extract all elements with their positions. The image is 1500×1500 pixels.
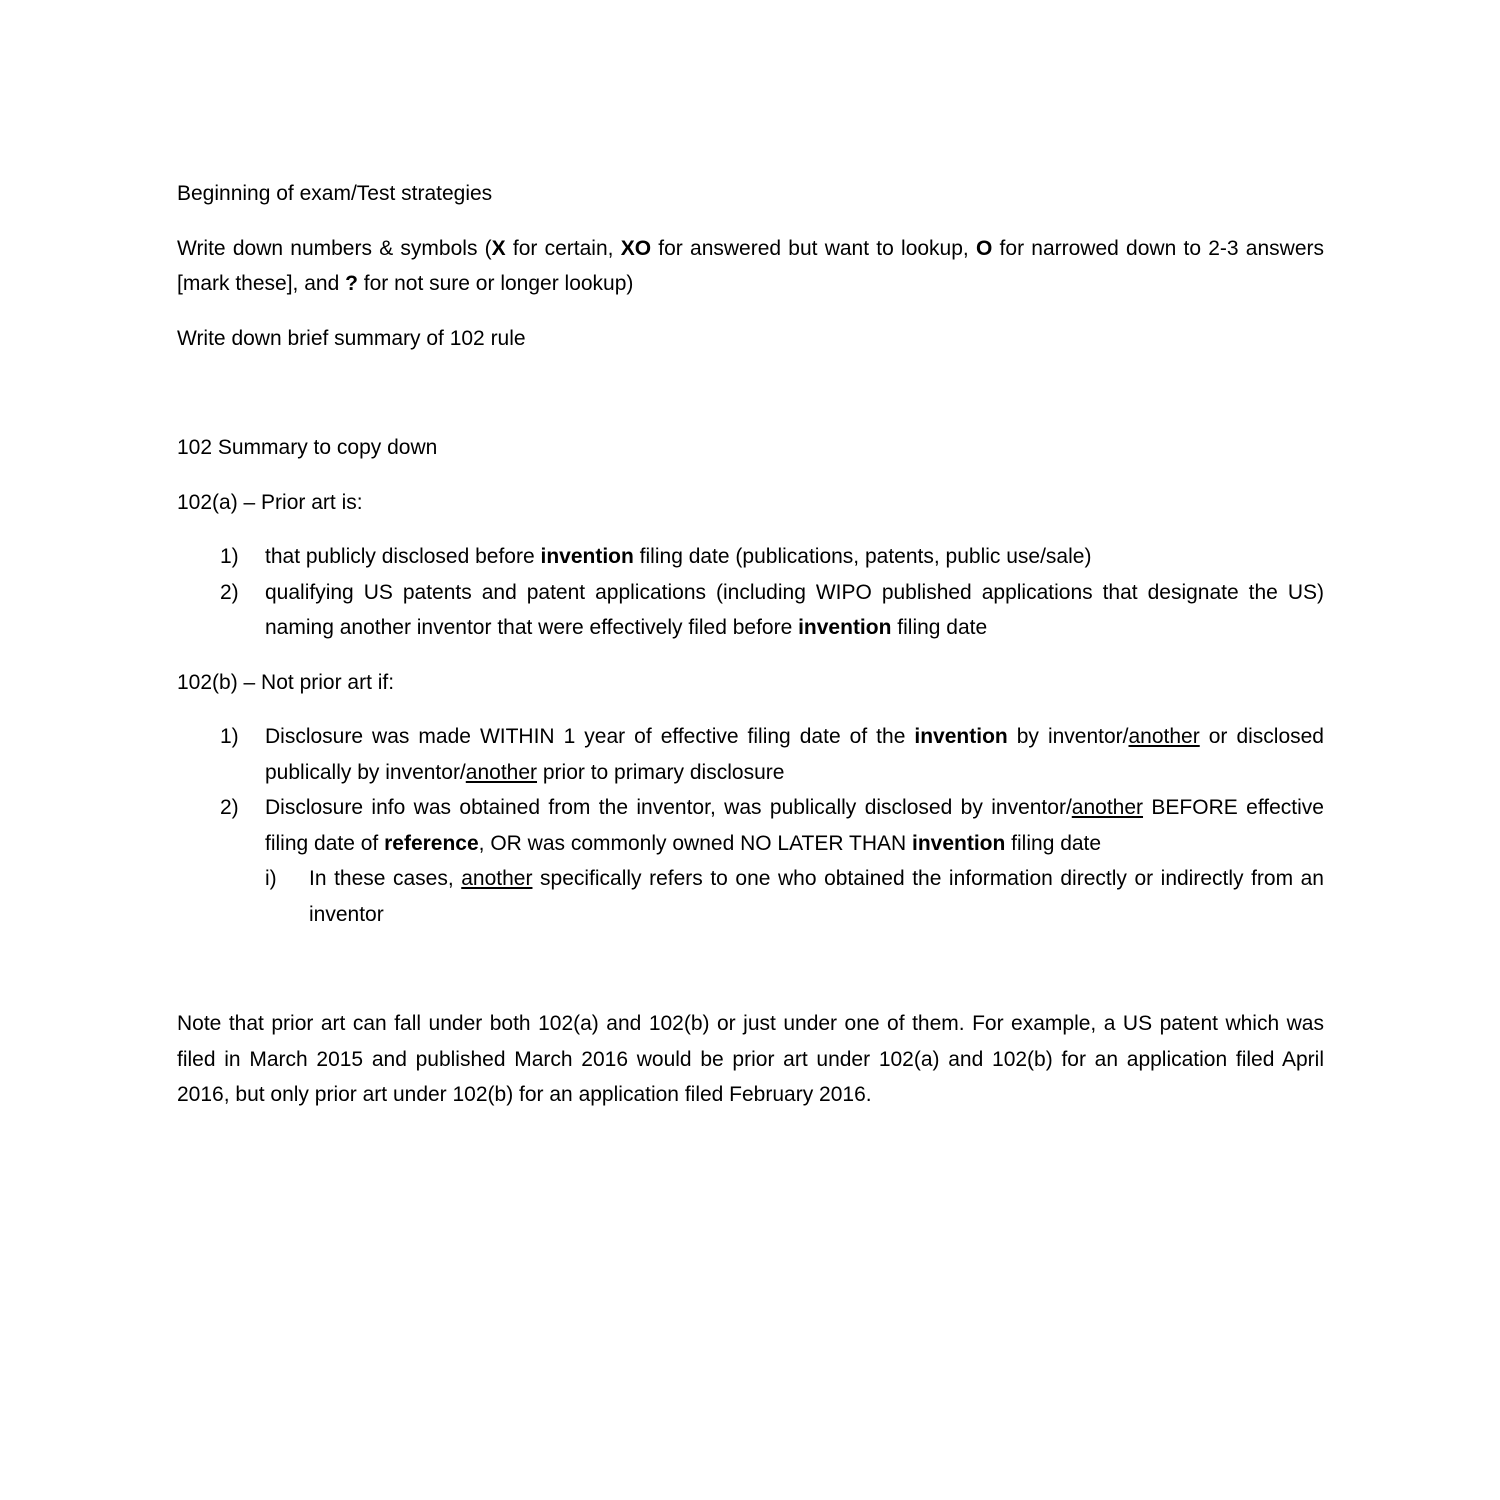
text-run: for certain,: [505, 236, 621, 260]
summary-instruction: Write down brief summary of 102 rule: [177, 326, 526, 350]
text-run: by inventor/: [1007, 725, 1129, 748]
list-number: 1): [220, 725, 239, 748]
text-run: Disclosure was made WITHIN 1 year of effective filing date of the: [265, 725, 915, 748]
underlined-term: another: [461, 867, 533, 890]
list-number: 1): [220, 545, 239, 568]
bold-term: reference: [384, 831, 479, 855]
document-page: [177, 176, 1324, 1113]
bold-term: invention: [540, 545, 634, 568]
heading-summary: 102 Summary to copy down: [177, 436, 438, 459]
text-run: qualifying US patents and patent applications (including WIPO published applications that designate the US) naming another inventor that were effectively filed before: [265, 580, 1324, 639]
text-run: BEFORE effective filing date of: [265, 796, 1324, 855]
text-run: filing date: [891, 616, 988, 639]
symbol-question: ?: [345, 272, 358, 295]
list-item: [177, 790, 1324, 861]
section-b-title: 102(b) – Not prior art if:: [177, 670, 395, 694]
list-item: [177, 719, 1324, 790]
underlined-term: another: [1071, 796, 1144, 819]
list-item: [177, 539, 1324, 575]
bold-term: invention: [912, 831, 1006, 855]
text-run: In these cases,: [309, 867, 462, 890]
text-run: Disclosure info was obtained from the inventor, was publically disclosed by inventor/: [265, 796, 1072, 819]
section-b-list: [177, 719, 1324, 932]
list-number: 2): [220, 580, 239, 604]
list-item: [177, 575, 1324, 646]
text-run: for not sure or longer lookup): [357, 272, 634, 295]
text-run: or disclosed publically by inventor/: [265, 725, 1324, 784]
text-run: specifically refers to one who obtained the information directly or indirectly from an inventor: [309, 867, 1324, 926]
text-run: , OR was commonly owned NO LATER THAN: [478, 831, 912, 855]
section-a-list: [177, 539, 1324, 646]
symbol-o: O: [975, 236, 993, 260]
text-run: for answered but want to lookup,: [651, 236, 976, 260]
section-a-title: 102(a) – Prior art is:: [177, 490, 363, 514]
underlined-term: another: [465, 760, 538, 784]
underlined-term: another: [1128, 725, 1200, 748]
text-run: that publicly disclosed before: [265, 545, 541, 568]
symbol-x: X: [491, 236, 506, 260]
symbol-xo: XO: [620, 236, 652, 260]
bold-term: invention: [914, 725, 1008, 748]
bold-term: invention: [798, 616, 892, 639]
text-run: Write down numbers & symbols (: [177, 236, 492, 260]
list-number: 2): [220, 796, 239, 819]
text-run: for narrowed down to 2-3 answers [mark these], and: [177, 236, 1324, 295]
text-run: prior to primary disclosure: [537, 760, 785, 784]
sub-list-item: [177, 861, 1324, 932]
list-number: i): [265, 867, 277, 890]
text-run: filing date (publications, patents, public use/sale): [633, 545, 1092, 568]
note-paragraph: Note that prior art can fall under both 102(a) and 102(b) or just under one of them. For example, a US patent which was filed in March 2015 and published March 2016 would be prior art under 102(a) and 102(b) for an application filed April 2016, but only prior art under 102(b) for an application filed February 2016.: [177, 1012, 1324, 1106]
symbols-paragraph: [177, 231, 1324, 302]
heading-strategies: Beginning of exam/Test strategies: [177, 182, 493, 205]
text-run: filing date: [1005, 831, 1102, 855]
